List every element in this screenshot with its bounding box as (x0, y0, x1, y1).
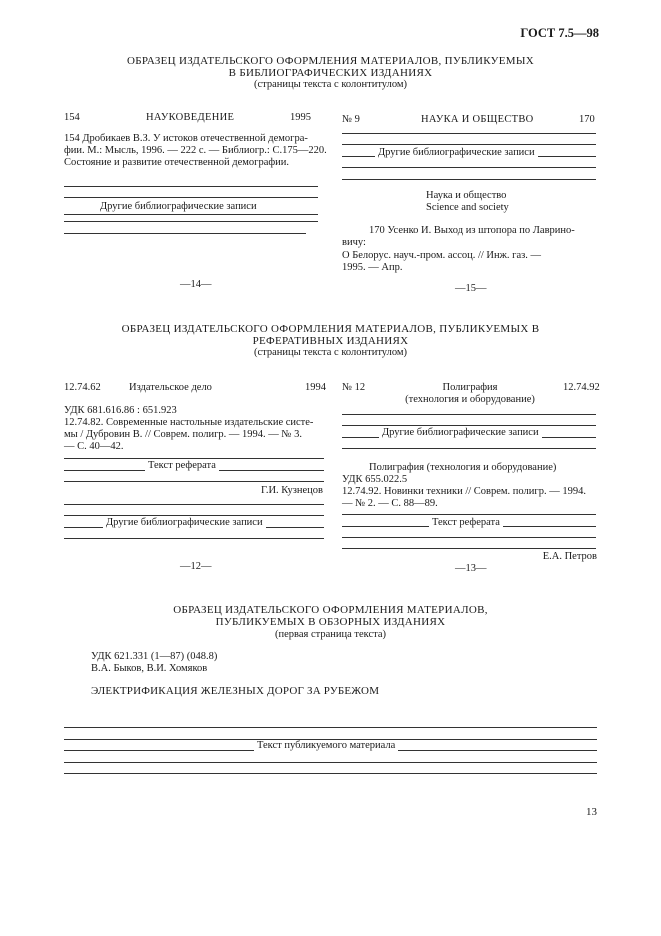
s3-authors: В.А. Быков, В.И. Хомяков (91, 663, 208, 674)
s2-right-running-head-line1: Полиграфия (442, 382, 498, 393)
s2-right-code: 12.74.92 (563, 382, 600, 393)
rule (64, 233, 306, 234)
s1-right-page-num: 170 (579, 114, 595, 125)
s2-left-year: 1994 (305, 382, 326, 393)
rule (64, 515, 324, 516)
standard-id: ГОСТ 7.5—98 (520, 26, 599, 40)
rule (64, 727, 597, 728)
s2-left-code: 12.74.62 (64, 382, 101, 393)
s2-left-entry-line2: мы / Дубровин В. // Соврем. полигр. — 1994. — № 3. (64, 429, 302, 440)
s1-left-entry-line2: фии. М.: Мысль, 1996. — 222 с. — Библиогр.: С.175—220. (64, 145, 327, 156)
section3-title-line1: ОБРАЗЕЦ ИЗДАТЕЛЬСКОГО ОФОРМЛЕНИЯ МАТЕРИАЛОВ, (173, 604, 488, 616)
rule (342, 514, 596, 515)
s1-left-entry-line3: Состояние и развитие отечественной демографии. (64, 157, 290, 168)
rule (64, 504, 324, 505)
section1-subtitle: (страницы текста с колонтитулом) (253, 79, 408, 90)
s1-left-running-head: НАУКОВЕДЕНИЕ (146, 112, 235, 123)
rule (342, 537, 596, 538)
s1-right-section-en: Science and society (426, 202, 509, 213)
section3-subtitle: (первая страница текста) (274, 629, 386, 640)
rule (64, 186, 318, 187)
s2-left-other-records: Другие библиографические записи (103, 517, 266, 529)
s2-left-udk: УДК 681.616.86 : 651.923 (64, 405, 177, 416)
s1-left-year: 1995 (290, 112, 311, 123)
section1-title-line1: ОБРАЗЕЦ ИЗДАТЕЛЬСКОГО ОФОРМЛЕНИЯ МАТЕРИАЛОВ, ПУБЛИКУЕМЫХ (126, 55, 534, 67)
page-number: 13 (586, 806, 597, 818)
s2-right-abstract-placeholder: Текст реферата (429, 517, 503, 529)
s2-right-issue: № 12 (342, 382, 366, 393)
rule (342, 179, 596, 180)
rule (342, 167, 596, 168)
s1-right-section-ru: Наука и общество (426, 190, 507, 201)
s3-body-placeholder: Текст публикуемого материала (254, 740, 398, 752)
rule (342, 144, 596, 145)
section1-title-line2: В БИБЛИОГРАФИЧЕСКИХ ИЗДАНИЯХ (228, 67, 433, 79)
s2-right-abstract-author: Е.А. Петров (542, 551, 597, 562)
section2-title-line1: ОБРАЗЕЦ ИЗДАТЕЛЬСКОГО ОФОРМЛЕНИЯ МАТЕРИАЛОВ, ПУБЛИКУЕМЫХ В (121, 323, 540, 335)
s3-article-title: ЭЛЕКТРИФИКАЦИЯ ЖЕЛЕЗНЫХ ДОРОГ ЗА РУБЕЖОМ (91, 685, 380, 697)
s1-left-other-records: Другие библиографические записи (97, 201, 260, 213)
rule (64, 762, 597, 763)
rule (342, 133, 596, 134)
rule (64, 214, 318, 215)
s2-right-entry-line1: 12.74.92. Новинки техники // Соврем. полигр. — 1994. (342, 486, 586, 497)
rule (64, 197, 318, 198)
rule (342, 448, 596, 449)
section2-title-line2: РЕФЕРАТИВНЫХ ИЗДАНИЯХ (252, 335, 409, 347)
s1-right-running-head: НАУКА И ОБЩЕСТВО (421, 114, 534, 125)
s2-right-udk: УДК 655.022.5 (342, 474, 408, 485)
rule (64, 221, 318, 222)
s1-right-other-records: Другие библиографические записи (375, 147, 538, 159)
s2-right-running-head-line2: (технология и оборудование) (405, 394, 535, 405)
s2-left-entry-line1: 12.74.82. Современные настольные издательские систе- (64, 417, 314, 428)
s2-left-abstract-author: Г.И. Кузнецов (260, 485, 323, 496)
s1-right-page-number: —15— (455, 283, 487, 294)
s1-right-entry-line3: О Белорус. науч.-пром. ассоц. // Инж. газ. — (342, 250, 542, 261)
section2-subtitle: (страницы текста с колонтитулом) (253, 347, 408, 358)
rule (64, 538, 324, 539)
rule (64, 481, 324, 482)
rule (342, 425, 596, 426)
s2-right-page-number: —13— (455, 563, 487, 574)
s1-right-entry-line2: вичу: (342, 237, 366, 248)
rule (64, 773, 597, 774)
s2-left-page-number: —12— (180, 561, 212, 572)
section3-title-line2: ПУБЛИКУЕМЫХ В ОБЗОРНЫХ ИЗДАНИЯХ (215, 616, 446, 628)
s2-right-section: Полиграфия (технология и оборудование) (369, 462, 557, 473)
s2-right-other-records: Другие библиографические записи (379, 427, 542, 439)
rule (342, 548, 596, 549)
rule (64, 458, 324, 459)
s2-right-entry-line2: — № 2. — С. 88—89. (342, 498, 438, 509)
s1-right-issue: № 9 (342, 114, 360, 125)
s1-left-page-number: —14— (180, 279, 212, 290)
s1-right-entry-line4: 1995. — Апр. (342, 262, 403, 273)
s2-left-entry-line3: — С. 40—42. (64, 441, 124, 452)
s2-left-running-head: Издательское дело (129, 382, 212, 393)
rule (342, 414, 596, 415)
s1-left-entry-line1: 154 Дробикаев В.З. У истоков отечественной демогра- (64, 133, 308, 144)
s1-left-number: 154 (64, 112, 80, 123)
s1-right-entry-line1: 170 Усенко И. Выход из штопора по Лаврино- (369, 225, 575, 236)
s2-left-abstract-placeholder: Текст реферата (145, 460, 219, 472)
s3-udk: УДК 621.331 (1—87) (048.8) (91, 651, 218, 662)
